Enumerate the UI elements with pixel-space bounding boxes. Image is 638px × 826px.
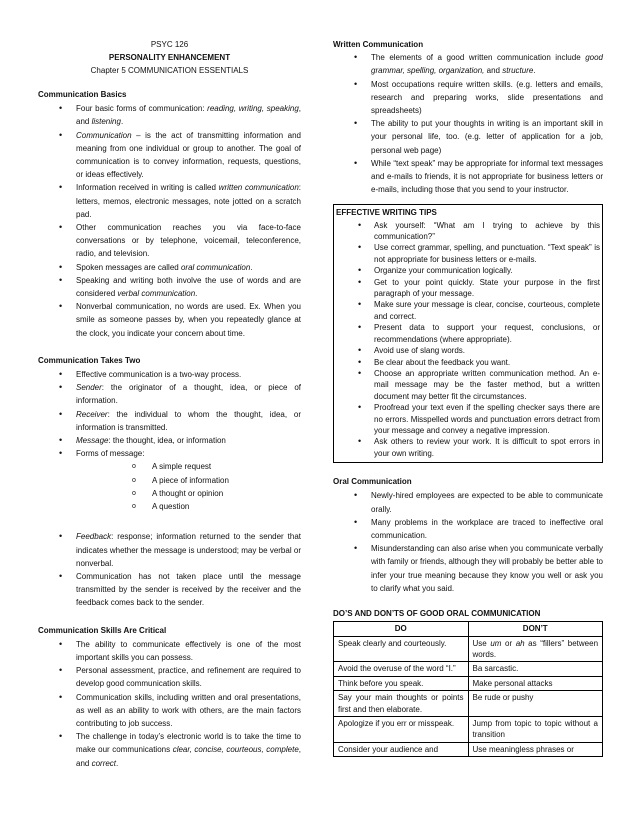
- list-item: • The ability to communicate effectively is one of the most important skills you can possess.: [38, 638, 301, 664]
- sub-list-item: o A question: [76, 500, 301, 513]
- table-row: [334, 742, 603, 756]
- list-item: • Organize your communication logically.: [336, 265, 600, 276]
- tips-title: EFFECTIVE WRITING TIPS: [336, 208, 437, 218]
- oral-list: [333, 489, 603, 595]
- table-cell: Think before you speak.: [334, 676, 469, 690]
- left-column: [38, 38, 301, 770]
- tips-list: [336, 220, 600, 460]
- list-item: • Communication has not taken place until the message transmitted by the sender is received by the receiver and the feedback comes back to the sender.: [38, 570, 301, 610]
- written-list: [333, 51, 603, 196]
- course-code: PSYC 126: [150, 40, 189, 49]
- table-cell: Apologize if you err or misspeak.: [334, 717, 469, 743]
- table-row: [334, 636, 603, 662]
- list-item: • Other communication reaches you via face-to-face conversations or by telephone, voicemail, teleconference, radio, and television.: [38, 221, 301, 261]
- sub-list-item: o A thought or opinion: [76, 487, 301, 500]
- list-item: • Information received in writing is called written communication: letters, memos, electronic messages, note jotted on a scratch pad.: [38, 181, 301, 221]
- list-item: • Communication – is the act of transmitting information and meaning from one individual or group to another. The goal of communication is to convey information, requests, questions, or ideas effectively.: [38, 129, 301, 182]
- list-item: • Personal assessment, practice, and refinement are required to develop good communication skills.: [38, 664, 301, 690]
- takes-two-list-continued: [38, 530, 301, 609]
- writing-tips-box: [333, 204, 603, 463]
- chapter-title: Chapter 5 COMMUNICATION ESSENTIALS: [90, 66, 249, 75]
- table-header-row: [334, 622, 603, 636]
- list-item: • Proofread your text even if the spelling checker says there are no errors. Misspelled words and punctuation errors detract from your message and convey a negative impression.: [336, 402, 600, 436]
- column-header-dont: DON’T: [468, 622, 603, 636]
- right-column: [333, 38, 603, 757]
- section-title-written: Written Communication: [333, 40, 424, 49]
- list-item: • While “text speak” may be appropriate for informal text messages and e-mails to friends, it is not appropriate for business letters or e-mails, including those that you send to your instructor.: [333, 157, 603, 197]
- list-item: • Use correct grammar, spelling, and punctuation. “Text speak” is not appropriate for business letters or e-mails.: [336, 242, 600, 265]
- list-item: • Nonverbal communication, no words are used. Ex. When you smile as someone passes by, when you repeatedly glance at the clock, you indicate your concern about time.: [38, 300, 301, 340]
- table-cell: Speak clearly and courteously.: [334, 636, 469, 662]
- list-item: • Message: the thought, idea, or information: [38, 434, 301, 447]
- table-cell: Make personal attacks: [468, 676, 603, 690]
- table-cell: Ba sarcastic.: [468, 662, 603, 676]
- table-cell: Use meaningless phrases or: [468, 742, 603, 756]
- list-item: • Ask yourself: “What am I trying to achieve by this communication?”: [336, 220, 600, 243]
- sub-list-item: o A piece of information: [76, 474, 301, 487]
- table-cell: Use um or ah as “fillers” between words.: [468, 636, 603, 662]
- table-row: [334, 662, 603, 676]
- list-item: • Be clear about the feedback you want.: [336, 357, 600, 368]
- list-item: • The challenge in today’s electronic world is to take the time to make our communications clear, concise, courteous, complete, and correct.: [38, 730, 301, 770]
- list-item: • Misunderstanding can also arise when you communicate verbally with family or friends, although they will probably be better able to infer your true meaning because they know you well or ask you to clarify what you said.: [333, 542, 603, 595]
- list-item: • Many problems in the workplace are traced to ineffective oral communication.: [333, 516, 603, 542]
- list-item: • Ask others to review your work. It is difficult to spot errors in your own writing.: [336, 436, 600, 459]
- sub-list-item: o A simple request: [76, 460, 301, 473]
- section-title-basics: Communication Basics: [38, 90, 127, 99]
- list-item: • Four basic forms of communication: reading, writing, speaking, and listening.: [38, 102, 301, 128]
- course-title: PERSONALITY ENHANCEMENT: [108, 53, 231, 62]
- list-item: • Effective communication is a two-way process.: [38, 368, 301, 381]
- takes-two-list: [38, 368, 301, 513]
- section-title-dodont: DO’S AND DON’TS OF GOOD ORAL COMMUNICATION: [333, 609, 541, 618]
- section-title-critical: Communication Skills Are Critical: [38, 625, 167, 635]
- table-cell: Consider your audience and: [334, 742, 469, 756]
- list-item: • Communication skills, including written and oral presentations, as well as an ability to work with others, are the main factors contributing to job success.: [38, 691, 301, 731]
- table-cell: Say your main thoughts or points first and then elaborate.: [334, 691, 469, 717]
- section-title-oral: Oral Communication: [333, 477, 412, 487]
- table-row: [334, 717, 603, 743]
- table-cell: Jump from topic to topic without a transition: [468, 717, 603, 743]
- list-item: • Spoken messages are called oral communication.: [38, 261, 301, 274]
- table-row: [334, 676, 603, 690]
- dos-donts-table: [333, 621, 603, 757]
- list-item: • Feedback: response; information returned to the sender that indicates whether the message is understood; may be verbal or nonverbal.: [38, 530, 301, 570]
- list-item: • Avoid use of slang words.: [336, 345, 600, 356]
- list-item: • Choose an appropriate written communication method. An e-mail message may be the faster method, but a written document may better fit the circumstances.: [336, 368, 600, 402]
- table-row: [334, 691, 603, 717]
- list-item: • Forms of message: o A simple request o A piece of information o A thought or opinion o A question: [38, 447, 301, 513]
- list-item: • Newly-hired employees are expected to be able to communicate orally.: [333, 489, 603, 515]
- list-item: • Get to your point quickly. State your purpose in the first paragraph of your message.: [336, 277, 600, 300]
- table-cell: Avoid the overuse of the word “I.”: [334, 662, 469, 676]
- column-header-do: DO: [334, 622, 469, 636]
- forms-sublist: [76, 460, 301, 513]
- list-item: • Sender: the originator of a thought, idea, or piece of information.: [38, 381, 301, 407]
- list-item: • Make sure your message is clear, concise, courteous, complete and correct.: [336, 299, 600, 322]
- list-item: • Most occupations require written skills. (e.g. letters and emails, research and preparing works, slide presentations and spreadsheets): [333, 78, 603, 118]
- list-item: • Present data to support your request, conclusions, or recommendations (where appropriate).: [336, 322, 600, 345]
- critical-list: [38, 638, 301, 770]
- list-item: • Receiver: the individual to whom the thought, idea, or information is transmitted.: [38, 408, 301, 434]
- list-item: • The elements of a good written communication include good grammar, spelling, organization, and structure.: [333, 51, 603, 77]
- basics-list: [38, 102, 301, 340]
- list-item: • The ability to put your thoughts in writing is an important skill in your personal life, too. (e.g. letter of application for a job, personal web page): [333, 117, 603, 157]
- section-title-takes-two: Communication Takes Two: [38, 355, 141, 365]
- list-item: • Speaking and writing both involve the use of words and are considered verbal communication.: [38, 274, 301, 300]
- table-cell: Be rude or pushy: [468, 691, 603, 717]
